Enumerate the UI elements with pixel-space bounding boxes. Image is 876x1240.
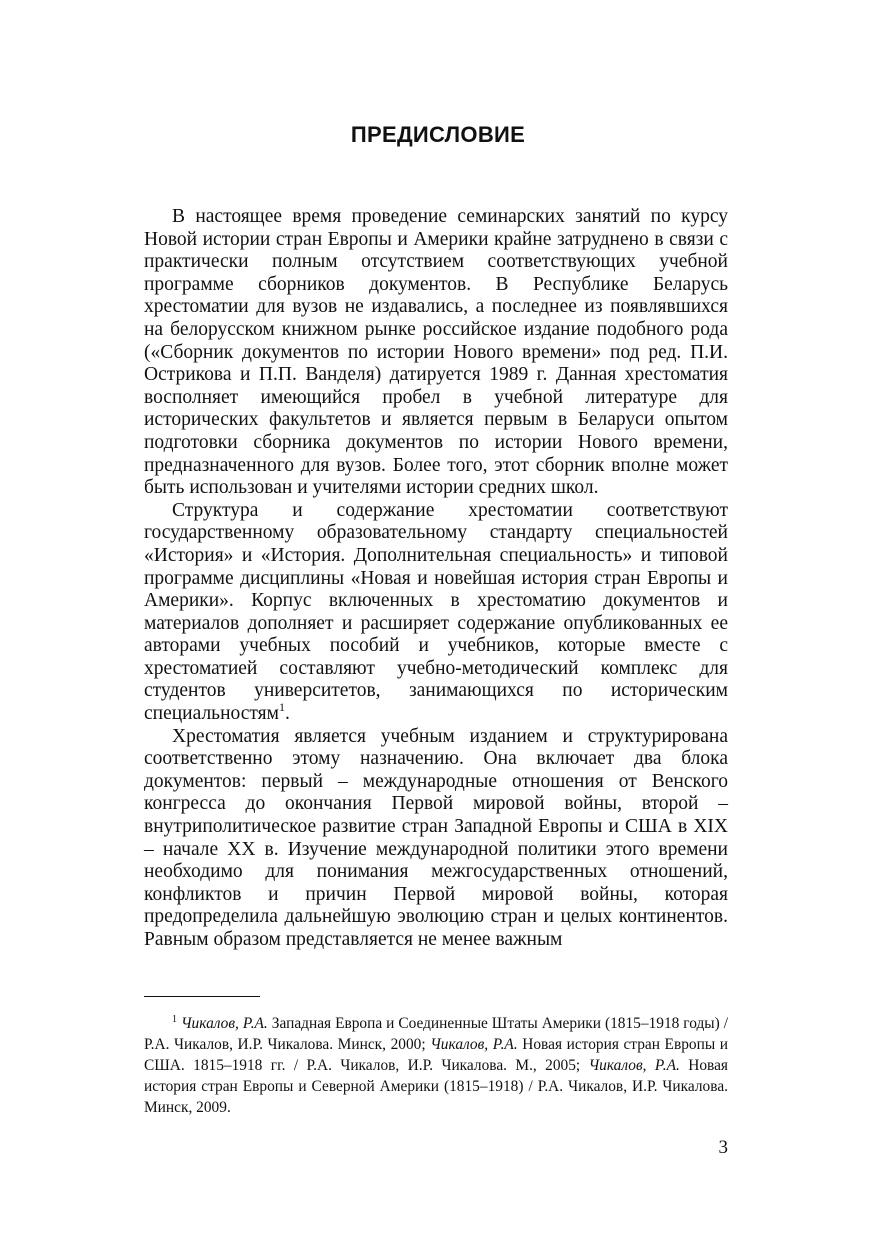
paragraph: В настоящее время проведение семинарских занятий по курсу Новой истории стран Европы и Америки крайне затруднено в связи с практически полным отсутствием соответствующих учебной программе сборников документов. В Республике Беларусь хрестоматии для вузов не издавались, а последнее из появлявшихся на белорусском книжном рынке российское издание подобного рода («Сборник документов по истории Нового времени» под ред. П.И. Острикова и П.П. Ванделя) датируется 1989 г. Данная хрестоматия восполняет имеющийся пробел в учебной литературе для исторических факультетов и является первым в Беларуси опытом подготовки сборника документов по истории Нового времени, предназначенного для вузов. Более того, этот сборник вполне может быть использован и учителями истории средних школ. [144,206,728,499]
footnote-citation: Новая история стран Европы и Северной Америки (1815–1918) / Р.А. Чикалов, И.Р. Чикалова. Минск, 2009. [144,1057,728,1116]
paragraph [144,500,728,726]
footnote-text [144,1013,728,1118]
footnote [144,1013,728,1118]
body-text [144,206,728,952]
footnote-author: Чикалов, Р.А. [180,1015,268,1032]
page-number: 3 [718,1137,728,1158]
paragraph-tail: . [284,703,290,725]
footnote-marker: 1 [172,1014,177,1025]
footnote-divider [144,996,260,997]
paragraph: Хрестоматия является учебным изданием и структурирована соответственно этому назначению. Она включает два блока документов: первый – международные отношения от Венского конгресса до окончания Первой мировой войны, второй – внутриполитическое развитие стран Западной Европы и США в XIX – начале XX в. Изучение международной политики этого времени необходимо для понимания межгосударственных отношений, конфликтов и причин Первой мировой войны, которая предопределила дальнейшую эволюцию стран и целых континентов. Равным образом представляется не менее важным [144,725,728,950]
footnote-author: Чикалов, Р.А. [430,1036,518,1053]
footnote-author: Чикалов, Р.А. [588,1057,680,1074]
footnote-citation: Новая история стран Европы и США. 1815–1918 гг. / Р.А. Чикалов, И.Р. Чикалова. М., 2005; [144,1036,728,1074]
footnote-citation: Западная Европа и Соединенные Штаты Америки (1815–1918 годы) / Р.А. Чикалов, И.Р. Чикалова. Минск, 2000; [144,1015,728,1053]
footnote-reference[interactable]: 1 [278,700,285,715]
page-title: ПРЕДИСЛОВИЕ [350,122,526,147]
paragraph-text: Структура и содержание хрестоматии соответствуют государственному образовательному стандарту специальностей «История» и «История. Дополнительная специальность» и типовой программе дисциплины «Новая и новейшая история стран Европы и Америки». Корпус включенных в хрестоматию документов и материалов дополняет и расширяет содержание опубликованных ее авторами учебных пособий и учебников, которые вместе с хрестоматией составляют учебно-методический комплекс для студентов университетов, занимающихся по историческим специальностям [144,499,728,725]
